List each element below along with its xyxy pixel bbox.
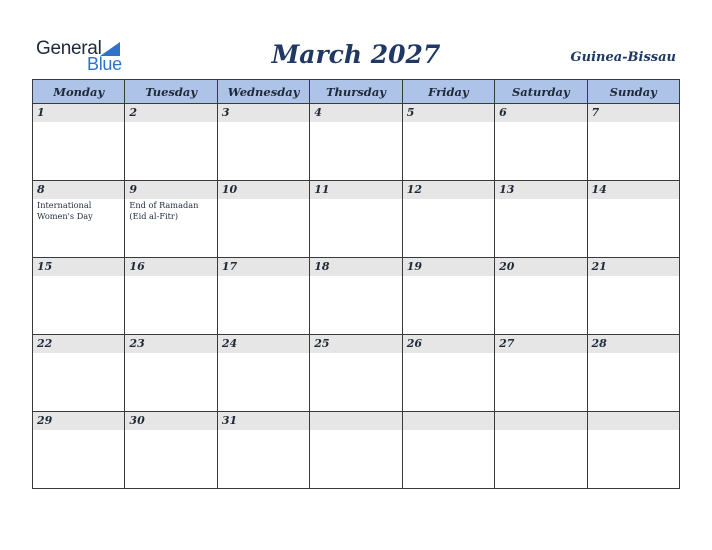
day-number: 15: [33, 258, 124, 276]
weekday-friday: Friday: [402, 80, 494, 104]
holiday-event: International Women's Day: [37, 200, 93, 221]
day-cell: [217, 412, 309, 489]
day-cell: [310, 181, 402, 258]
day-cell: [217, 335, 309, 412]
holiday-event: [310, 276, 401, 277]
holiday-event: [310, 199, 401, 200]
day-number: 4: [310, 104, 401, 122]
holiday-event: [403, 276, 494, 277]
weekday-tuesday: Tuesday: [125, 80, 217, 104]
day-number: 16: [125, 258, 216, 276]
holiday-event: [125, 276, 216, 277]
day-cell: [402, 104, 494, 181]
holiday-event: [403, 199, 494, 200]
holiday-event: [125, 430, 216, 431]
day-cell: [33, 181, 125, 258]
holiday-event: [588, 353, 679, 354]
day-cell: [33, 412, 125, 489]
day-number: [588, 412, 679, 430]
holiday-event: [495, 276, 586, 277]
holiday-event: [125, 353, 216, 354]
day-cell: [587, 335, 679, 412]
weekday-header-row: [33, 80, 680, 104]
day-cell: [125, 335, 217, 412]
holiday-event: [588, 430, 679, 431]
day-number: 10: [218, 181, 309, 199]
week-row-2: [33, 181, 680, 258]
day-number: 3: [218, 104, 309, 122]
day-cell: [217, 104, 309, 181]
day-number: [310, 412, 401, 430]
week-row-4: [33, 335, 680, 412]
holiday-event: [495, 353, 586, 354]
day-number: 18: [310, 258, 401, 276]
day-cell: [217, 258, 309, 335]
day-number: 7: [588, 104, 679, 122]
day-number: 9: [125, 181, 216, 199]
day-number: 29: [33, 412, 124, 430]
weekday-thursday: Thursday: [310, 80, 402, 104]
day-cell: [125, 412, 217, 489]
day-number: 31: [218, 412, 309, 430]
weekday-saturday: Saturday: [495, 80, 587, 104]
day-number: 17: [218, 258, 309, 276]
day-number: 21: [588, 258, 679, 276]
day-cell: [402, 412, 494, 489]
day-number: 22: [33, 335, 124, 353]
weekday-sunday: Sunday: [587, 80, 679, 104]
day-number: 26: [403, 335, 494, 353]
day-cell: [587, 181, 679, 258]
logo-general-text: General: [36, 38, 102, 59]
day-cell: [587, 258, 679, 335]
day-number: 30: [125, 412, 216, 430]
day-cell: [495, 412, 587, 489]
logo-blue-text: Blue: [87, 54, 122, 74]
day-number: 11: [310, 181, 401, 199]
country-label: Guinea-Bissau: [570, 50, 676, 65]
holiday-event: [403, 122, 494, 123]
holiday-event: [218, 353, 309, 354]
day-cell: [495, 335, 587, 412]
holiday-event: [33, 122, 124, 123]
day-cell: [495, 104, 587, 181]
day-cell: [310, 335, 402, 412]
day-cell: [587, 104, 679, 181]
page-title: March 2027: [271, 40, 441, 69]
day-cell: [217, 181, 309, 258]
day-cell: [310, 104, 402, 181]
week-row-3: [33, 258, 680, 335]
holiday-event: [310, 353, 401, 354]
holiday-event: [403, 430, 494, 431]
day-number: 27: [495, 335, 586, 353]
day-cell: [33, 258, 125, 335]
holiday-event: [495, 199, 586, 200]
holiday-event: End of Ramadan (Eid al-Fitr): [129, 200, 199, 221]
holiday-event: [218, 430, 309, 431]
holiday-event: [218, 199, 309, 200]
day-cell: [402, 258, 494, 335]
day-number: 2: [125, 104, 216, 122]
day-number: 12: [403, 181, 494, 199]
day-number: 23: [125, 335, 216, 353]
weekday-monday: Monday: [33, 80, 125, 104]
day-cell: [402, 181, 494, 258]
day-number: 1: [33, 104, 124, 122]
day-cell: [310, 258, 402, 335]
day-number: 24: [218, 335, 309, 353]
day-cell: [495, 181, 587, 258]
day-number: 20: [495, 258, 586, 276]
day-number: 5: [403, 104, 494, 122]
holiday-event: [33, 353, 124, 354]
day-number: 28: [588, 335, 679, 353]
holiday-event: [218, 276, 309, 277]
day-cell: [402, 335, 494, 412]
day-number: 6: [495, 104, 586, 122]
holiday-event: [403, 353, 494, 354]
week-row-5: [33, 412, 680, 489]
day-number: 8: [33, 181, 124, 199]
holiday-event: [495, 430, 586, 431]
day-cell: [587, 412, 679, 489]
holiday-event: [310, 122, 401, 123]
holiday-event: [310, 430, 401, 431]
day-cell: [310, 412, 402, 489]
calendar-grid: [32, 79, 680, 489]
day-cell: [125, 181, 217, 258]
day-cell: [33, 104, 125, 181]
day-number: [495, 412, 586, 430]
holiday-event: [33, 430, 124, 431]
day-number: 14: [588, 181, 679, 199]
holiday-event: [588, 276, 679, 277]
week-row-1: [33, 104, 680, 181]
day-cell: [125, 258, 217, 335]
holiday-event: [33, 276, 124, 277]
day-cell: [125, 104, 217, 181]
day-cell: [33, 335, 125, 412]
holiday-event: [218, 122, 309, 123]
day-number: 19: [403, 258, 494, 276]
day-number: [403, 412, 494, 430]
holiday-event: [495, 122, 586, 123]
day-number: 13: [495, 181, 586, 199]
day-cell: [495, 258, 587, 335]
holiday-event: [125, 122, 216, 123]
holiday-event: [588, 199, 679, 200]
day-number: 25: [310, 335, 401, 353]
holiday-event: [588, 122, 679, 123]
weekday-wednesday: Wednesday: [217, 80, 309, 104]
